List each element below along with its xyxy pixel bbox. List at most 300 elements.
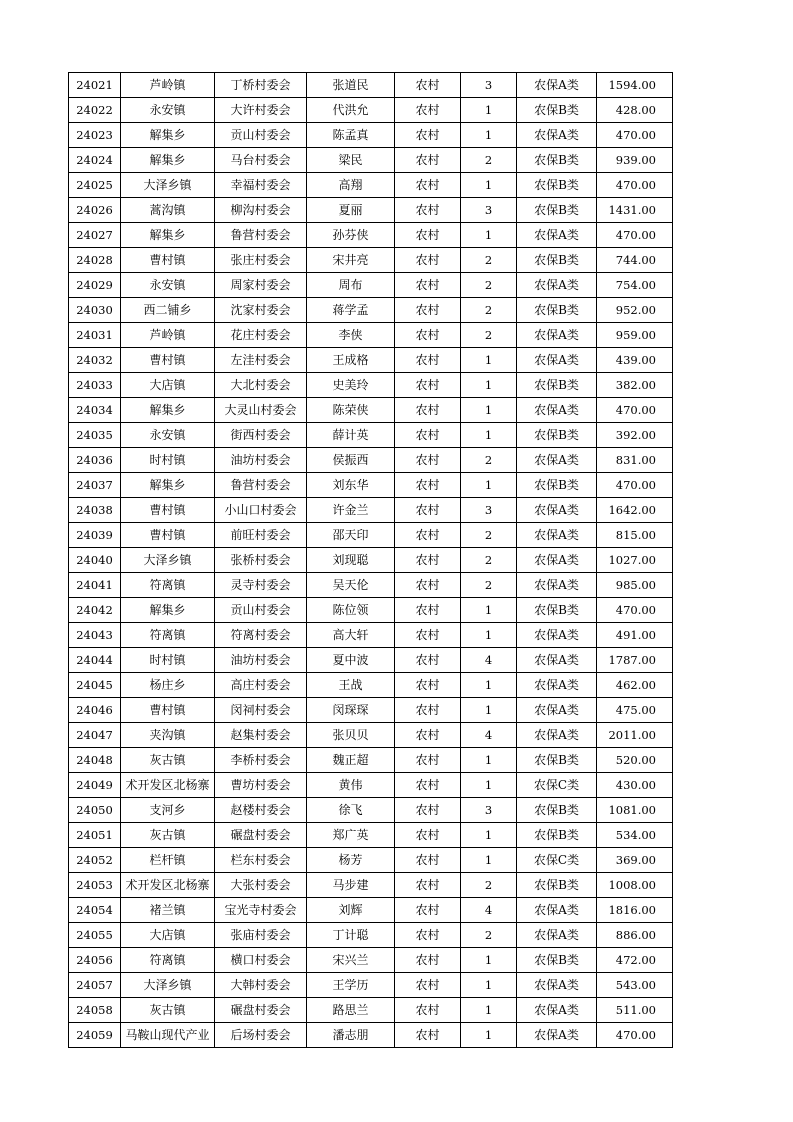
- cell-household-count: 1: [461, 773, 517, 798]
- cell-household-count: 1: [461, 748, 517, 773]
- cell-record-id: 24037: [69, 473, 121, 498]
- cell-insurance-category: 农保A类: [517, 973, 597, 998]
- cell-name: 梁民: [307, 148, 395, 173]
- table-row: [69, 98, 673, 123]
- cell-name: 宋兴兰: [307, 948, 395, 973]
- cell-record-id: 24031: [69, 323, 121, 348]
- table-row: [69, 73, 673, 98]
- cell-village: 沈家村委会: [215, 298, 307, 323]
- cell-town: 曹村镇: [121, 523, 215, 548]
- cell-area-type: 农村: [395, 498, 461, 523]
- cell-village: 大张村委会: [215, 873, 307, 898]
- table-row: [69, 948, 673, 973]
- table-row: [69, 173, 673, 198]
- cell-household-count: 3: [461, 498, 517, 523]
- cell-amount: 472.00: [597, 948, 673, 973]
- cell-area-type: 农村: [395, 573, 461, 598]
- cell-town: 大泽乡镇: [121, 173, 215, 198]
- cell-village: 大许村委会: [215, 98, 307, 123]
- cell-record-id: 24059: [69, 1023, 121, 1048]
- table-row: [69, 823, 673, 848]
- cell-name: 周布: [307, 273, 395, 298]
- cell-amount: 2011.00: [597, 723, 673, 748]
- cell-town: 术开发区北杨寨: [121, 873, 215, 898]
- cell-town: 芦岭镇: [121, 323, 215, 348]
- cell-area-type: 农村: [395, 123, 461, 148]
- cell-record-id: 24051: [69, 823, 121, 848]
- cell-insurance-category: 农保A类: [517, 498, 597, 523]
- cell-household-count: 1: [461, 998, 517, 1023]
- cell-amount: 1027.00: [597, 548, 673, 573]
- cell-village: 碾盘村委会: [215, 998, 307, 1023]
- table-row: [69, 373, 673, 398]
- cell-name: 高大轩: [307, 623, 395, 648]
- cell-area-type: 农村: [395, 323, 461, 348]
- cell-record-id: 24043: [69, 623, 121, 648]
- cell-village: 前旺村委会: [215, 523, 307, 548]
- cell-record-id: 24047: [69, 723, 121, 748]
- table-row: [69, 648, 673, 673]
- cell-insurance-category: 农保C类: [517, 848, 597, 873]
- cell-record-id: 24040: [69, 548, 121, 573]
- cell-insurance-category: 农保A类: [517, 698, 597, 723]
- cell-town: 褚兰镇: [121, 898, 215, 923]
- cell-record-id: 24032: [69, 348, 121, 373]
- cell-name: 杨芳: [307, 848, 395, 873]
- cell-amount: 1081.00: [597, 798, 673, 823]
- cell-record-id: 24039: [69, 523, 121, 548]
- table-row: [69, 398, 673, 423]
- cell-village: 鲁营村委会: [215, 223, 307, 248]
- cell-record-id: 24056: [69, 948, 121, 973]
- cell-insurance-category: 农保A类: [517, 998, 597, 1023]
- cell-household-count: 1: [461, 973, 517, 998]
- cell-amount: 428.00: [597, 98, 673, 123]
- cell-household-count: 1: [461, 398, 517, 423]
- cell-record-id: 24054: [69, 898, 121, 923]
- cell-village: 马台村委会: [215, 148, 307, 173]
- cell-record-id: 24025: [69, 173, 121, 198]
- cell-town: 曹村镇: [121, 698, 215, 723]
- table-row: [69, 998, 673, 1023]
- table-row: [69, 1023, 673, 1048]
- cell-insurance-category: 农保A类: [517, 673, 597, 698]
- cell-village: 大北村委会: [215, 373, 307, 398]
- cell-amount: 744.00: [597, 248, 673, 273]
- cell-area-type: 农村: [395, 248, 461, 273]
- cell-area-type: 农村: [395, 723, 461, 748]
- cell-area-type: 农村: [395, 98, 461, 123]
- cell-name: 王成格: [307, 348, 395, 373]
- cell-name: 王战: [307, 673, 395, 698]
- table-row: [69, 973, 673, 998]
- cell-area-type: 农村: [395, 873, 461, 898]
- cell-town: 大店镇: [121, 373, 215, 398]
- cell-name: 李侠: [307, 323, 395, 348]
- cell-record-id: 24050: [69, 798, 121, 823]
- cell-name: 薛计英: [307, 423, 395, 448]
- cell-insurance-category: 农保B类: [517, 473, 597, 498]
- cell-insurance-category: 农保A类: [517, 898, 597, 923]
- cell-name: 夏中波: [307, 648, 395, 673]
- cell-household-count: 1: [461, 173, 517, 198]
- cell-insurance-category: 农保B类: [517, 98, 597, 123]
- cell-record-id: 24038: [69, 498, 121, 523]
- cell-name: 孙芬侠: [307, 223, 395, 248]
- table-row: [69, 323, 673, 348]
- cell-area-type: 农村: [395, 798, 461, 823]
- cell-name: 吴天伦: [307, 573, 395, 598]
- cell-town: 时村镇: [121, 648, 215, 673]
- cell-town: 杨庄乡: [121, 673, 215, 698]
- cell-village: 高庄村委会: [215, 673, 307, 698]
- cell-town: 芦岭镇: [121, 73, 215, 98]
- cell-village: 油坊村委会: [215, 648, 307, 673]
- cell-town: 灰古镇: [121, 998, 215, 1023]
- table-row: [69, 523, 673, 548]
- cell-town: 解集乡: [121, 148, 215, 173]
- cell-area-type: 农村: [395, 173, 461, 198]
- cell-area-type: 农村: [395, 748, 461, 773]
- cell-area-type: 农村: [395, 773, 461, 798]
- cell-record-id: 24029: [69, 273, 121, 298]
- cell-amount: 470.00: [597, 173, 673, 198]
- cell-household-count: 2: [461, 923, 517, 948]
- cell-amount: 985.00: [597, 573, 673, 598]
- cell-household-count: 2: [461, 873, 517, 898]
- cell-area-type: 农村: [395, 623, 461, 648]
- cell-household-count: 4: [461, 648, 517, 673]
- cell-amount: 511.00: [597, 998, 673, 1023]
- cell-town: 术开发区北杨寨: [121, 773, 215, 798]
- cell-town: 大泽乡镇: [121, 548, 215, 573]
- cell-village: 大韩村委会: [215, 973, 307, 998]
- cell-area-type: 农村: [395, 198, 461, 223]
- cell-area-type: 农村: [395, 598, 461, 623]
- cell-household-count: 1: [461, 373, 517, 398]
- cell-area-type: 农村: [395, 473, 461, 498]
- cell-household-count: 2: [461, 298, 517, 323]
- cell-household-count: 1: [461, 823, 517, 848]
- cell-area-type: 农村: [395, 998, 461, 1023]
- cell-household-count: 1: [461, 673, 517, 698]
- cell-amount: 462.00: [597, 673, 673, 698]
- cell-record-id: 24057: [69, 973, 121, 998]
- cell-town: 解集乡: [121, 223, 215, 248]
- cell-insurance-category: 农保B类: [517, 823, 597, 848]
- cell-town: 解集乡: [121, 473, 215, 498]
- cell-name: 邵天印: [307, 523, 395, 548]
- cell-town: 符离镇: [121, 573, 215, 598]
- cell-amount: 470.00: [597, 223, 673, 248]
- cell-amount: 534.00: [597, 823, 673, 848]
- cell-insurance-category: 农保B类: [517, 748, 597, 773]
- cell-area-type: 农村: [395, 148, 461, 173]
- cell-record-id: 24049: [69, 773, 121, 798]
- cell-record-id: 24036: [69, 448, 121, 473]
- cell-town: 栏杆镇: [121, 848, 215, 873]
- cell-name: 侯振西: [307, 448, 395, 473]
- cell-amount: 815.00: [597, 523, 673, 548]
- cell-name: 马步建: [307, 873, 395, 898]
- table-row: [69, 798, 673, 823]
- cell-household-count: 3: [461, 798, 517, 823]
- cell-amount: 491.00: [597, 623, 673, 648]
- cell-town: 灰古镇: [121, 823, 215, 848]
- cell-amount: 754.00: [597, 273, 673, 298]
- cell-insurance-category: 农保A类: [517, 73, 597, 98]
- cell-area-type: 农村: [395, 848, 461, 873]
- cell-name: 刘东华: [307, 473, 395, 498]
- cell-amount: 439.00: [597, 348, 673, 373]
- cell-name: 郑广英: [307, 823, 395, 848]
- cell-area-type: 农村: [395, 948, 461, 973]
- cell-town: 大泽乡镇: [121, 973, 215, 998]
- cell-town: 马鞍山现代产业: [121, 1023, 215, 1048]
- cell-area-type: 农村: [395, 698, 461, 723]
- cell-village: 幸福村委会: [215, 173, 307, 198]
- cell-village: 丁桥村委会: [215, 73, 307, 98]
- cell-name: 丁计聪: [307, 923, 395, 948]
- cell-insurance-category: 农保A类: [517, 223, 597, 248]
- cell-town: 蒿沟镇: [121, 198, 215, 223]
- table-row: [69, 273, 673, 298]
- cell-amount: 470.00: [597, 598, 673, 623]
- table-row: [69, 623, 673, 648]
- cell-record-id: 24034: [69, 398, 121, 423]
- cell-name: 路思兰: [307, 998, 395, 1023]
- cell-area-type: 农村: [395, 73, 461, 98]
- cell-village: 栏东村委会: [215, 848, 307, 873]
- cell-insurance-category: 农保B类: [517, 173, 597, 198]
- cell-area-type: 农村: [395, 373, 461, 398]
- cell-insurance-category: 农保B类: [517, 148, 597, 173]
- cell-amount: 369.00: [597, 848, 673, 873]
- cell-town: 支河乡: [121, 798, 215, 823]
- cell-insurance-category: 农保A类: [517, 523, 597, 548]
- cell-area-type: 农村: [395, 423, 461, 448]
- benefit-table: [68, 72, 673, 1048]
- cell-village: 闵祠村委会: [215, 698, 307, 723]
- cell-village: 宝光寺村委会: [215, 898, 307, 923]
- cell-record-id: 24046: [69, 698, 121, 723]
- cell-village: 灵寺村委会: [215, 573, 307, 598]
- cell-insurance-category: 农保A类: [517, 273, 597, 298]
- cell-insurance-category: 农保A类: [517, 348, 597, 373]
- cell-town: 解集乡: [121, 398, 215, 423]
- cell-insurance-category: 农保A类: [517, 123, 597, 148]
- cell-area-type: 农村: [395, 648, 461, 673]
- table-row: [69, 923, 673, 948]
- cell-amount: 392.00: [597, 423, 673, 448]
- cell-insurance-category: 农保A类: [517, 548, 597, 573]
- cell-name: 宋井亮: [307, 248, 395, 273]
- cell-area-type: 农村: [395, 448, 461, 473]
- table-row: [69, 698, 673, 723]
- cell-name: 蒋学孟: [307, 298, 395, 323]
- cell-record-id: 24028: [69, 248, 121, 273]
- cell-amount: 959.00: [597, 323, 673, 348]
- cell-record-id: 24044: [69, 648, 121, 673]
- cell-household-count: 1: [461, 598, 517, 623]
- cell-insurance-category: 农保A类: [517, 648, 597, 673]
- cell-record-id: 24053: [69, 873, 121, 898]
- cell-town: 永安镇: [121, 98, 215, 123]
- cell-town: 解集乡: [121, 123, 215, 148]
- cell-household-count: 1: [461, 1023, 517, 1048]
- table-row: [69, 573, 673, 598]
- cell-village: 左洼村委会: [215, 348, 307, 373]
- cell-name: 代洪允: [307, 98, 395, 123]
- cell-area-type: 农村: [395, 923, 461, 948]
- table-row: [69, 248, 673, 273]
- cell-village: 张庄村委会: [215, 248, 307, 273]
- cell-area-type: 农村: [395, 898, 461, 923]
- cell-area-type: 农村: [395, 298, 461, 323]
- cell-amount: 543.00: [597, 973, 673, 998]
- cell-village: 张桥村委会: [215, 548, 307, 573]
- cell-household-count: 1: [461, 123, 517, 148]
- cell-village: 贡山村委会: [215, 123, 307, 148]
- cell-amount: 470.00: [597, 398, 673, 423]
- cell-name: 陈孟真: [307, 123, 395, 148]
- cell-household-count: 2: [461, 523, 517, 548]
- table-row: [69, 548, 673, 573]
- cell-village: 张庙村委会: [215, 923, 307, 948]
- cell-village: 赵集村委会: [215, 723, 307, 748]
- cell-town: 灰古镇: [121, 748, 215, 773]
- cell-town: 曹村镇: [121, 348, 215, 373]
- cell-record-id: 24052: [69, 848, 121, 873]
- cell-amount: 382.00: [597, 373, 673, 398]
- cell-insurance-category: 农保A类: [517, 723, 597, 748]
- cell-household-count: 4: [461, 723, 517, 748]
- table-row: [69, 598, 673, 623]
- cell-village: 花庄村委会: [215, 323, 307, 348]
- table-row: [69, 223, 673, 248]
- cell-record-id: 24033: [69, 373, 121, 398]
- cell-name: 陈荣侠: [307, 398, 395, 423]
- cell-area-type: 农村: [395, 673, 461, 698]
- cell-town: 时村镇: [121, 448, 215, 473]
- cell-record-id: 24027: [69, 223, 121, 248]
- cell-amount: 470.00: [597, 1023, 673, 1048]
- cell-insurance-category: 农保A类: [517, 923, 597, 948]
- cell-town: 西二铺乡: [121, 298, 215, 323]
- cell-village: 横口村委会: [215, 948, 307, 973]
- cell-household-count: 1: [461, 848, 517, 873]
- table-row: [69, 498, 673, 523]
- cell-village: 油坊村委会: [215, 448, 307, 473]
- cell-household-count: 1: [461, 948, 517, 973]
- table-row: [69, 298, 673, 323]
- cell-amount: 1787.00: [597, 648, 673, 673]
- cell-area-type: 农村: [395, 348, 461, 373]
- cell-town: 永安镇: [121, 273, 215, 298]
- cell-village: 赵楼村委会: [215, 798, 307, 823]
- cell-insurance-category: 农保C类: [517, 773, 597, 798]
- table-row: [69, 148, 673, 173]
- table-row: [69, 673, 673, 698]
- cell-name: 高翔: [307, 173, 395, 198]
- cell-household-count: 2: [461, 148, 517, 173]
- cell-amount: 1008.00: [597, 873, 673, 898]
- cell-name: 刘辉: [307, 898, 395, 923]
- cell-village: 李桥村委会: [215, 748, 307, 773]
- cell-record-id: 24022: [69, 98, 121, 123]
- cell-area-type: 农村: [395, 273, 461, 298]
- cell-area-type: 农村: [395, 398, 461, 423]
- cell-insurance-category: 农保A类: [517, 623, 597, 648]
- cell-area-type: 农村: [395, 223, 461, 248]
- cell-record-id: 24048: [69, 748, 121, 773]
- table-row: [69, 198, 673, 223]
- cell-household-count: 2: [461, 323, 517, 348]
- cell-record-id: 24021: [69, 73, 121, 98]
- cell-insurance-category: 农保B类: [517, 598, 597, 623]
- cell-name: 史美玲: [307, 373, 395, 398]
- cell-town: 符离镇: [121, 948, 215, 973]
- table-row: [69, 773, 673, 798]
- cell-name: 闵琛琛: [307, 698, 395, 723]
- cell-household-count: 4: [461, 898, 517, 923]
- cell-area-type: 农村: [395, 823, 461, 848]
- cell-name: 潘志朋: [307, 1023, 395, 1048]
- cell-amount: 1816.00: [597, 898, 673, 923]
- table-body: [69, 73, 673, 1048]
- cell-record-id: 24024: [69, 148, 121, 173]
- cell-town: 解集乡: [121, 598, 215, 623]
- cell-name: 张道民: [307, 73, 395, 98]
- cell-household-count: 1: [461, 698, 517, 723]
- table-row: [69, 123, 673, 148]
- cell-record-id: 24045: [69, 673, 121, 698]
- cell-amount: 1642.00: [597, 498, 673, 523]
- cell-insurance-category: 农保A类: [517, 323, 597, 348]
- table-row: [69, 898, 673, 923]
- cell-record-id: 24055: [69, 923, 121, 948]
- cell-household-count: 1: [461, 223, 517, 248]
- cell-household-count: 1: [461, 623, 517, 648]
- cell-village: 大灵山村委会: [215, 398, 307, 423]
- cell-village: 鲁营村委会: [215, 473, 307, 498]
- cell-area-type: 农村: [395, 973, 461, 998]
- table-row: [69, 873, 673, 898]
- cell-amount: 1431.00: [597, 198, 673, 223]
- cell-village: 符离村委会: [215, 623, 307, 648]
- cell-record-id: 24058: [69, 998, 121, 1023]
- cell-insurance-category: 农保B类: [517, 948, 597, 973]
- cell-village: 周家村委会: [215, 273, 307, 298]
- cell-amount: 520.00: [597, 748, 673, 773]
- cell-amount: 939.00: [597, 148, 673, 173]
- cell-household-count: 2: [461, 248, 517, 273]
- cell-name: 徐飞: [307, 798, 395, 823]
- cell-village: 柳沟村委会: [215, 198, 307, 223]
- table-row: [69, 348, 673, 373]
- cell-village: 碾盘村委会: [215, 823, 307, 848]
- cell-village: 曹坊村委会: [215, 773, 307, 798]
- cell-area-type: 农村: [395, 1023, 461, 1048]
- cell-name: 夏丽: [307, 198, 395, 223]
- cell-record-id: 24042: [69, 598, 121, 623]
- cell-household-count: 1: [461, 348, 517, 373]
- cell-household-count: 2: [461, 548, 517, 573]
- cell-record-id: 24023: [69, 123, 121, 148]
- cell-amount: 886.00: [597, 923, 673, 948]
- cell-record-id: 24030: [69, 298, 121, 323]
- cell-town: 夹沟镇: [121, 723, 215, 748]
